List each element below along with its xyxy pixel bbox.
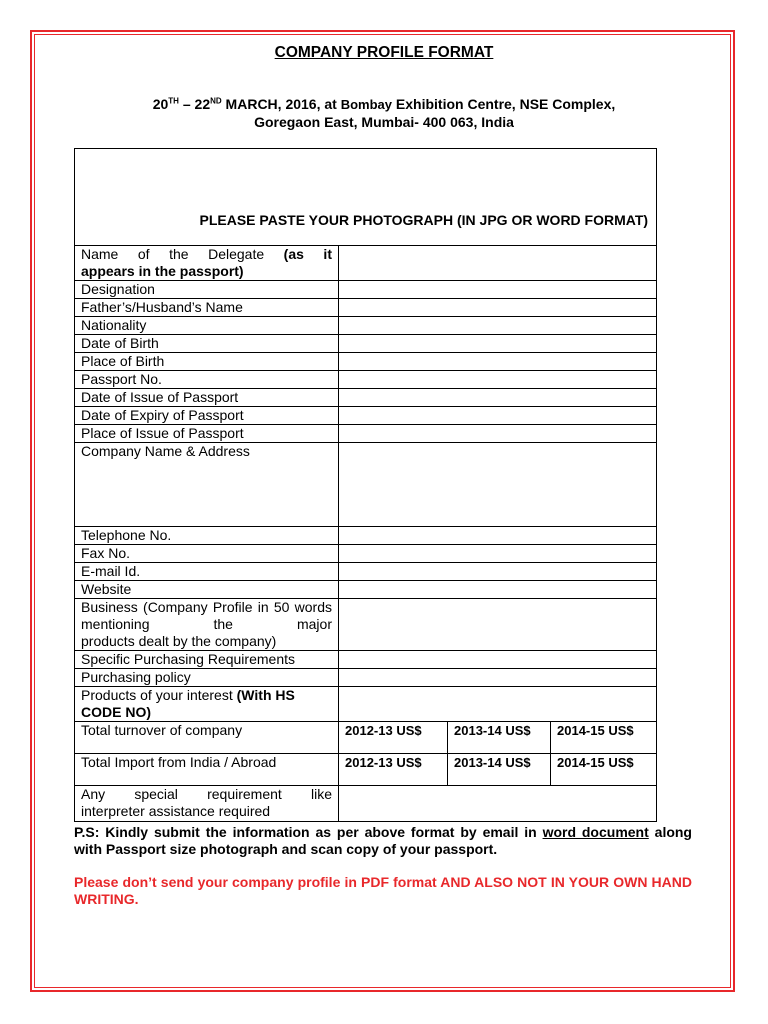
input-company[interactable] (339, 443, 657, 527)
special-label-text: Any special requirement like (81, 786, 332, 802)
input-date-expiry[interactable] (339, 407, 657, 425)
field-label-email: E-mail Id. (75, 563, 339, 581)
word-document-link[interactable]: word document (542, 824, 649, 840)
input-website[interactable] (339, 581, 657, 599)
field-label-telephone: Telephone No. (75, 527, 339, 545)
field-label-delegate (75, 246, 339, 281)
event-line-2: Goregaon East, Mumbai- 400 063, India (254, 114, 514, 130)
import-year-2012-13[interactable]: 2012-13 US$ (339, 754, 448, 786)
event-venue-rest: Exhibition Centre, NSE Complex, (392, 96, 616, 112)
field-label-business (75, 599, 339, 651)
products-label-note-2: CODE NO) (81, 704, 151, 720)
input-place-issue[interactable] (339, 425, 657, 443)
field-label-fax: Fax No. (75, 545, 339, 563)
field-label-import: Total Import from India / Abroad (75, 754, 339, 786)
event-venue-small: Bombay (340, 97, 393, 112)
field-label-turnover: Total turnover of company (75, 722, 339, 754)
photo-instruction: PLEASE PASTE YOUR PHOTOGRAPH (IN JPG OR WORD FORMAT) (199, 212, 649, 228)
input-purchasing-policy[interactable] (339, 669, 657, 687)
business-label-text-2: products dealt by the company) (81, 633, 277, 649)
input-pob[interactable] (339, 353, 657, 371)
ps-text: P.S: Kindly submit the information as per above format by email in (74, 824, 543, 840)
input-email[interactable] (339, 563, 657, 581)
turnover-year-2013-14[interactable]: 2013-14 US$ (448, 722, 551, 754)
import-year-2013-14[interactable]: 2013-14 US$ (448, 754, 551, 786)
field-label-designation: Designation (75, 281, 339, 299)
event-day-start-suffix: TH (168, 96, 179, 106)
field-label-nationality: Nationality (75, 317, 339, 335)
input-date-issue[interactable] (339, 389, 657, 407)
field-label-purchasing-req: Specific Purchasing Requirements (75, 651, 339, 669)
turnover-year-2012-13[interactable]: 2012-13 US$ (339, 722, 448, 754)
field-label-website: Website (75, 581, 339, 599)
delegate-label-note: (as it (264, 246, 332, 262)
event-line-1 (0, 96, 768, 112)
input-special[interactable] (339, 786, 657, 822)
input-father-husband[interactable] (339, 299, 657, 317)
field-label-products (75, 687, 339, 722)
field-label-date-issue: Date of Issue of Passport (75, 389, 339, 407)
delegate-label-text: Name of the Delegate (81, 246, 265, 262)
field-label-company: Company Name & Address (75, 443, 339, 527)
field-label-father-husband: Father’s/Husband’s Name (75, 299, 339, 317)
event-day-end: – 22 (178, 96, 211, 112)
input-fax[interactable] (339, 545, 657, 563)
input-nationality[interactable] (339, 317, 657, 335)
products-label-text: Products of your interest (81, 687, 237, 703)
delegate-label-note-2: appears in the passport) (81, 263, 244, 279)
document-title: COMPANY PROFILE FORMAT (274, 44, 494, 61)
field-label-dob: Date of Birth (75, 335, 339, 353)
input-business[interactable] (339, 599, 657, 651)
special-label-text-2: interpreter assistance required (81, 803, 271, 819)
field-label-date-expiry: Date of Expiry of Passport (75, 407, 339, 425)
field-label-purchasing-policy: Purchasing policy (75, 669, 339, 687)
input-telephone[interactable] (339, 527, 657, 545)
business-label-text: Business (Company Profile in 50 words mentioning the major (81, 599, 332, 632)
profile-form-table (74, 148, 657, 822)
ps-text-2: along with Passport size photograph and scan copy of your passport. (74, 824, 692, 857)
event-day-end-suffix: ND (210, 96, 222, 106)
input-delegate[interactable] (339, 246, 657, 281)
input-designation[interactable] (339, 281, 657, 299)
event-day-start: 20 (152, 96, 169, 112)
input-products[interactable] (339, 687, 657, 722)
field-label-passport-no: Passport No. (75, 371, 339, 389)
warning-note: Please don’t send your company profile in PDF format AND ALSO NOT IN YOUR OWN HAND WRITING. (74, 874, 692, 907)
field-label-special (75, 786, 339, 822)
ps-note (74, 824, 692, 858)
products-label-note: (With HS (236, 687, 295, 703)
field-label-pob: Place of Birth (75, 353, 339, 371)
input-dob[interactable] (339, 335, 657, 353)
input-passport-no[interactable] (339, 371, 657, 389)
photo-paste-area[interactable] (75, 149, 657, 246)
input-purchasing-req[interactable] (339, 651, 657, 669)
import-year-2014-15[interactable]: 2014-15 US$ (551, 754, 657, 786)
event-date-rest: MARCH, 2016, at (221, 96, 341, 112)
field-label-place-issue: Place of Issue of Passport (75, 425, 339, 443)
turnover-year-2014-15[interactable]: 2014-15 US$ (551, 722, 657, 754)
